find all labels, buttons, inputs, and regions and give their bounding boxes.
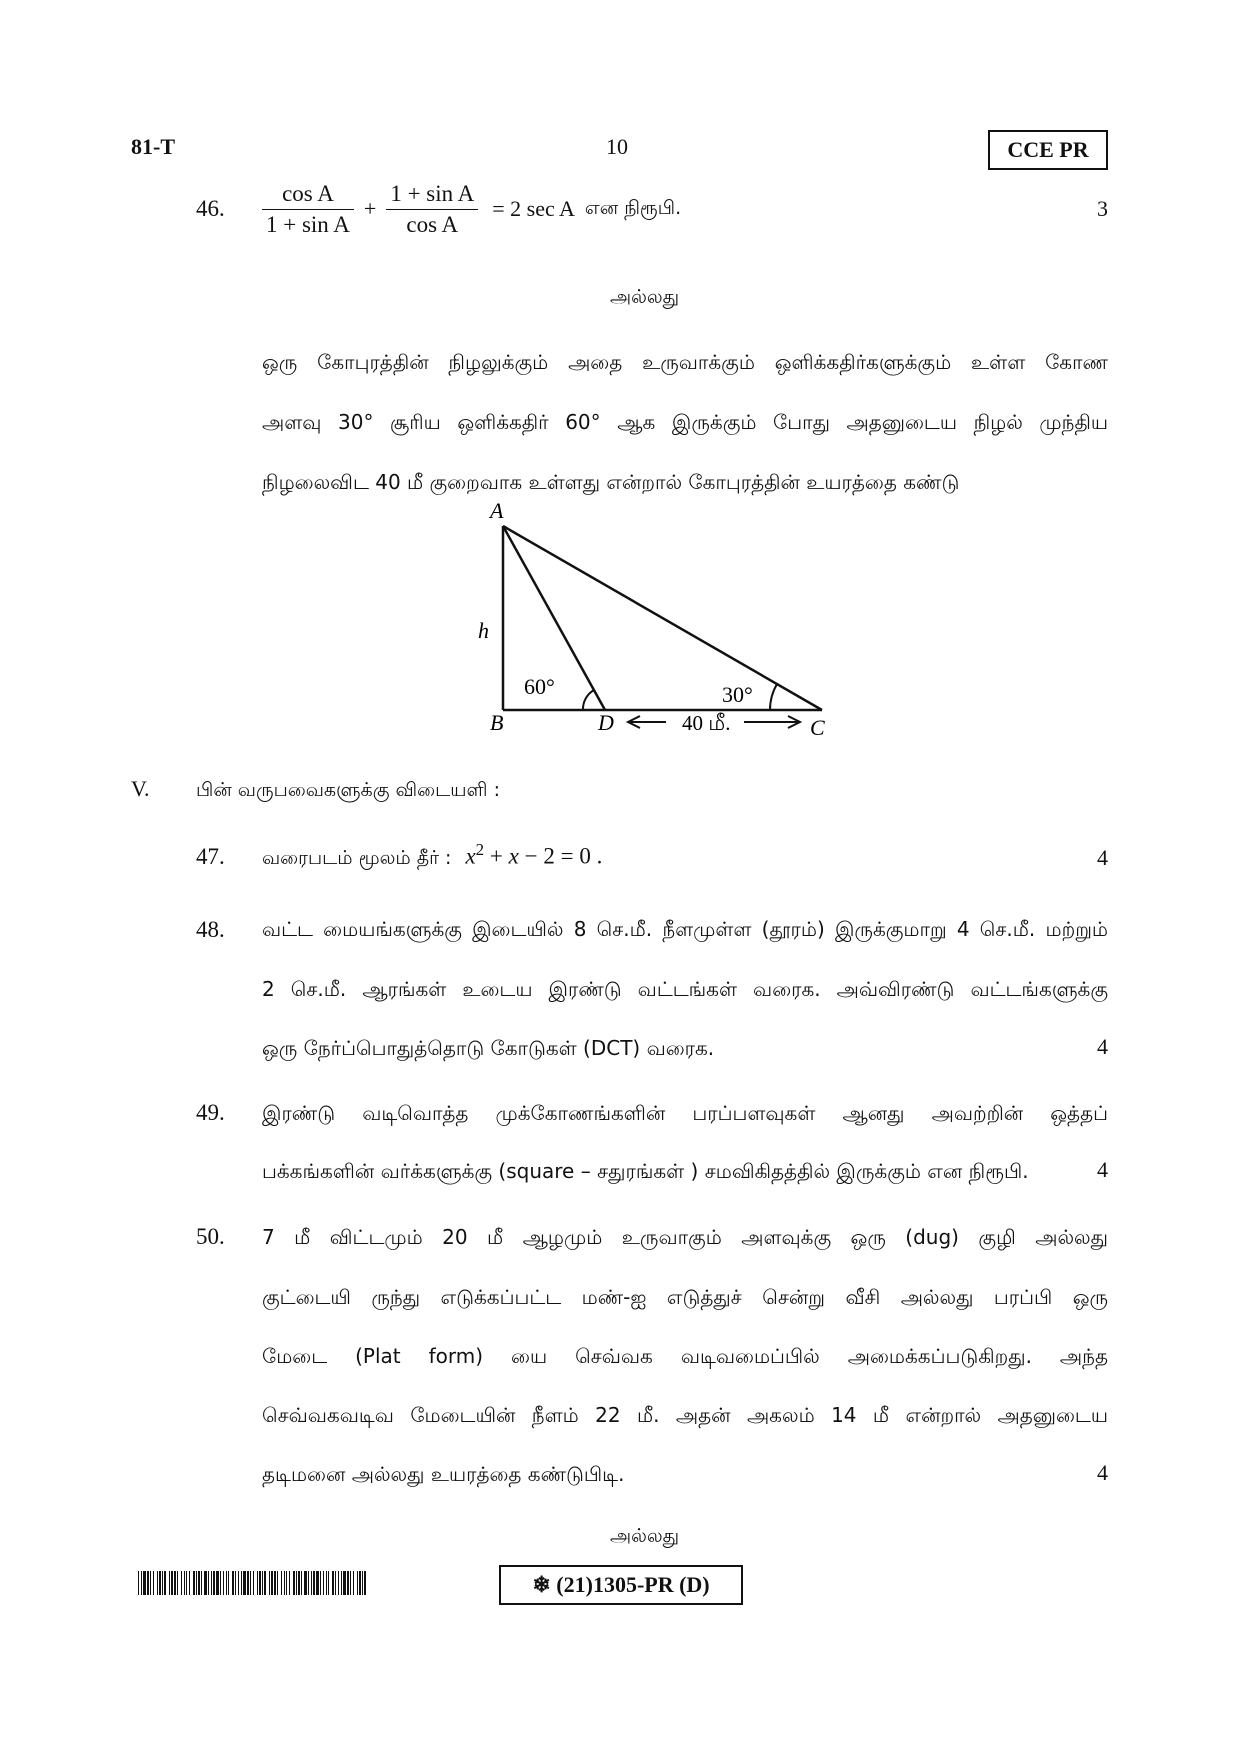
- barcode-bar: [264, 1571, 266, 1595]
- question-48-marks: 4: [1097, 1034, 1108, 1059]
- barcode-bar: [364, 1571, 366, 1595]
- barcode-bar: [169, 1571, 170, 1595]
- barcode-bar: [298, 1571, 300, 1595]
- barcode-bar: [271, 1571, 273, 1595]
- barcode-bar: [153, 1571, 154, 1595]
- barcode-bar: [235, 1571, 236, 1595]
- barcode-bar: [326, 1571, 327, 1595]
- barcode-bar: [184, 1571, 185, 1595]
- question-48-number: 48.: [196, 917, 225, 942]
- barcode-bar: [259, 1571, 261, 1595]
- section-numeral: V.: [131, 776, 150, 801]
- barcode-bar: [186, 1571, 187, 1595]
- question-48-line-2: 2 செ.மீ. ஆரங்கள் உடைய இரண்டு வட்டங்கள் வரைக. அவ்விரண்டு வட்டங்களுக்கு: [262, 977, 1108, 1001]
- or-label: அல்லது: [610, 286, 680, 308]
- barcode-bar: [308, 1571, 309, 1595]
- question-49-line-2: பக்கங்களின் வர்க்களுக்கு (square – சதுரங்கள் ) சமவிகிதத்தில் இருக்கும் என நிரூபி.: [262, 1159, 1029, 1183]
- barcode-bar: [162, 1571, 163, 1595]
- label-A: A: [490, 498, 504, 523]
- barcode-bar: [328, 1571, 329, 1595]
- question-47-equation: $x^2 + x - 2 = 0$ .: [465, 840, 603, 869]
- question-47-text: வரைபடம் மூலம் தீர் :: [262, 846, 452, 869]
- barcode-bar: [141, 1571, 142, 1595]
- barcode-bar: [311, 1571, 312, 1595]
- question-49-number: 49.: [196, 1100, 225, 1125]
- barcode-bar: [193, 1571, 195, 1595]
- question-48-line-3: ஒரு நேர்ப்பொதுத்தொடு கோடுகள் (DCT) வரைக.: [262, 1036, 715, 1060]
- barcode-bar: [164, 1571, 166, 1595]
- angle-arc-C: [770, 684, 777, 710]
- question-50-marks: 4: [1097, 1460, 1108, 1485]
- question-46-number: 46.: [196, 196, 225, 221]
- barcode-bar: [253, 1571, 254, 1595]
- barcode-bar: [323, 1571, 324, 1595]
- tower-shadow-figure: [470, 495, 860, 745]
- barcode-bar: [143, 1571, 146, 1595]
- section-instruction: பின் வருபவைகளுக்கு விடையளி :: [196, 779, 500, 801]
- barcode-bar: [359, 1571, 361, 1595]
- barcode-bar: [350, 1571, 351, 1595]
- cce-pr-box: CCE PR: [988, 130, 1108, 170]
- barcode-bar: [174, 1571, 176, 1595]
- question-50-line-2: குட்டையி ருந்து எடுக்கப்பட்ட மண்-ஐ எடுத்துச் சென்று வீசி அல்லது பரப்பி ஒரு: [262, 1285, 1108, 1309]
- barcode-bar: [296, 1571, 297, 1595]
- fraction-1-numerator: cos A: [262, 181, 354, 210]
- barcode-bar: [147, 1571, 149, 1595]
- barcode-bar: [338, 1571, 339, 1595]
- fraction-1: [262, 181, 354, 238]
- barcode-bar: [293, 1571, 295, 1595]
- barcode-bar: [198, 1571, 200, 1595]
- question-47-body: [262, 840, 602, 872]
- label-C: C: [810, 715, 825, 740]
- question-46-equation: [262, 178, 681, 240]
- barcode-bar: [238, 1571, 239, 1595]
- barcode-bar: [250, 1571, 251, 1595]
- barcode-bar: [362, 1571, 363, 1595]
- barcode-bar: [243, 1571, 246, 1595]
- barcode-bar: [226, 1571, 227, 1595]
- label-D: D: [598, 710, 614, 735]
- barcode-bar: [257, 1571, 258, 1595]
- barcode-bar: [347, 1571, 349, 1595]
- barcode-bar: [269, 1571, 270, 1595]
- barcode-bar: [316, 1571, 319, 1595]
- label-B: B: [490, 710, 504, 735]
- question-50-line-4: செவ்வகவடிவ மேடையின் நீளம் 22 மீ. அதன் அகலம் 14 மீ என்றால் அதனுடைய: [262, 1403, 1108, 1427]
- barcode-bar: [343, 1571, 346, 1595]
- question-49-marks: 4: [1097, 1157, 1108, 1182]
- barcode-bar: [335, 1571, 336, 1595]
- fraction-2: [386, 181, 478, 238]
- page-number: 10: [606, 134, 628, 159]
- label-h: h: [478, 618, 489, 643]
- barcode-bar: [201, 1571, 202, 1595]
- question-50-line-3: மேடை (Plat form) யை செவ்வக வடிவமைப்பில் அமைக்கப்படுகிறது. அந்த: [262, 1344, 1108, 1368]
- barcode-bar: [320, 1571, 321, 1595]
- barcode-bar: [208, 1571, 209, 1595]
- angle-arc-D: [583, 690, 594, 710]
- plus-sign: +: [363, 196, 377, 221]
- barcode-bar: [232, 1571, 234, 1595]
- fraction-2-denominator: cos A: [406, 211, 459, 237]
- equation-rhs: = 2 sec A: [492, 196, 575, 221]
- barcode: [138, 1571, 367, 1595]
- barcode-bar: [138, 1571, 139, 1595]
- question-50-line-5: தடிமனை அல்லது உயரத்தை கண்டுபிடி.: [262, 1462, 625, 1486]
- question-47-marks: 4: [1097, 845, 1108, 870]
- barcode-bar: [277, 1571, 278, 1595]
- barcode-bar: [241, 1571, 242, 1595]
- barcode-bar: [281, 1571, 282, 1595]
- barcode-bar: [171, 1571, 173, 1595]
- barcode-bar: [357, 1571, 358, 1595]
- paper-code: 81-T: [131, 134, 175, 159]
- barcode-bar: [213, 1571, 215, 1595]
- paper-series-code: ❄ (21)1305-PR (D): [499, 1565, 743, 1605]
- barcode-bar: [196, 1571, 197, 1595]
- angle-C-label: 30°: [722, 682, 753, 707]
- barcode-bar: [216, 1571, 219, 1595]
- barcode-bar: [204, 1571, 207, 1595]
- barcode-bar: [284, 1571, 285, 1595]
- barcode-bar: [159, 1571, 161, 1595]
- barcode-bar: [353, 1571, 354, 1595]
- alt-question-line-1: ஒரு கோபுரத்தின் நிழலுக்கும் அதை உருவாக்கும் ஒளிக்கதிர்களுக்கும் உள்ள கோண: [262, 350, 1108, 374]
- or-label-bottom: அல்லது: [610, 1525, 680, 1547]
- alt-question-line-2: அளவு 30° சூரிய ஒளிக்கதிர் 60° ஆக இருக்கும் போது அதனுடைய நிழல் முந்திய: [262, 410, 1108, 434]
- barcode-bar: [289, 1571, 290, 1595]
- question-50-number: 50.: [196, 1224, 225, 1249]
- barcode-bar: [341, 1571, 342, 1595]
- fraction-1-denominator: 1 + sin A: [266, 211, 350, 237]
- question-46-instruction: என நிரூபி.: [584, 196, 682, 219]
- question-50-line-1: 7 மீ விட்டமும் 20 மீ ஆழமும் உருவாகும் அளவுக்கு ஒரு (dug) குழி அல்லது: [262, 1225, 1108, 1249]
- barcode-bar: [189, 1571, 190, 1595]
- barcode-bar: [304, 1571, 307, 1595]
- barcode-bar: [157, 1571, 158, 1595]
- barcode-bar: [150, 1571, 151, 1595]
- barcode-bar: [247, 1571, 249, 1595]
- question-46-marks: 3: [1097, 196, 1108, 221]
- barcode-bar: [286, 1571, 287, 1595]
- fraction-2-numerator: 1 + sin A: [386, 181, 478, 210]
- barcode-bar: [177, 1571, 178, 1595]
- question-48-line-1: வட்ட மையங்களுக்கு இடையில் 8 செ.மீ. நீளமுள்ள (தூரம்) இருக்குமாறு 4 செ.மீ. மற்றும்: [262, 917, 1108, 941]
- barcode-bar: [313, 1571, 315, 1595]
- barcode-bar: [274, 1571, 276, 1595]
- barcode-bar: [223, 1571, 224, 1595]
- barcode-bar: [181, 1571, 182, 1595]
- angle-D-label: 60°: [524, 674, 555, 699]
- barcode-bar: [332, 1571, 334, 1595]
- question-47-number: 47.: [196, 844, 225, 869]
- alt-question-line-3: நிழலைவிட 40 மீ குறைவாக உள்ளது என்றால் கோபுரத்தின் உயரத்தை கண்டு: [262, 470, 960, 494]
- barcode-bar: [220, 1571, 221, 1595]
- barcode-bar: [301, 1571, 302, 1595]
- distance-label: 40 மீ.: [682, 711, 731, 735]
- question-49-line-1: இரண்டு வடிவொத்த முக்கோணங்களின் பரப்பளவுகள் ஆனது அவற்றின் ஒத்தப்: [262, 1101, 1108, 1125]
- barcode-bar: [211, 1571, 212, 1595]
- barcode-bar: [262, 1571, 263, 1595]
- barcode-bar: [228, 1571, 229, 1595]
